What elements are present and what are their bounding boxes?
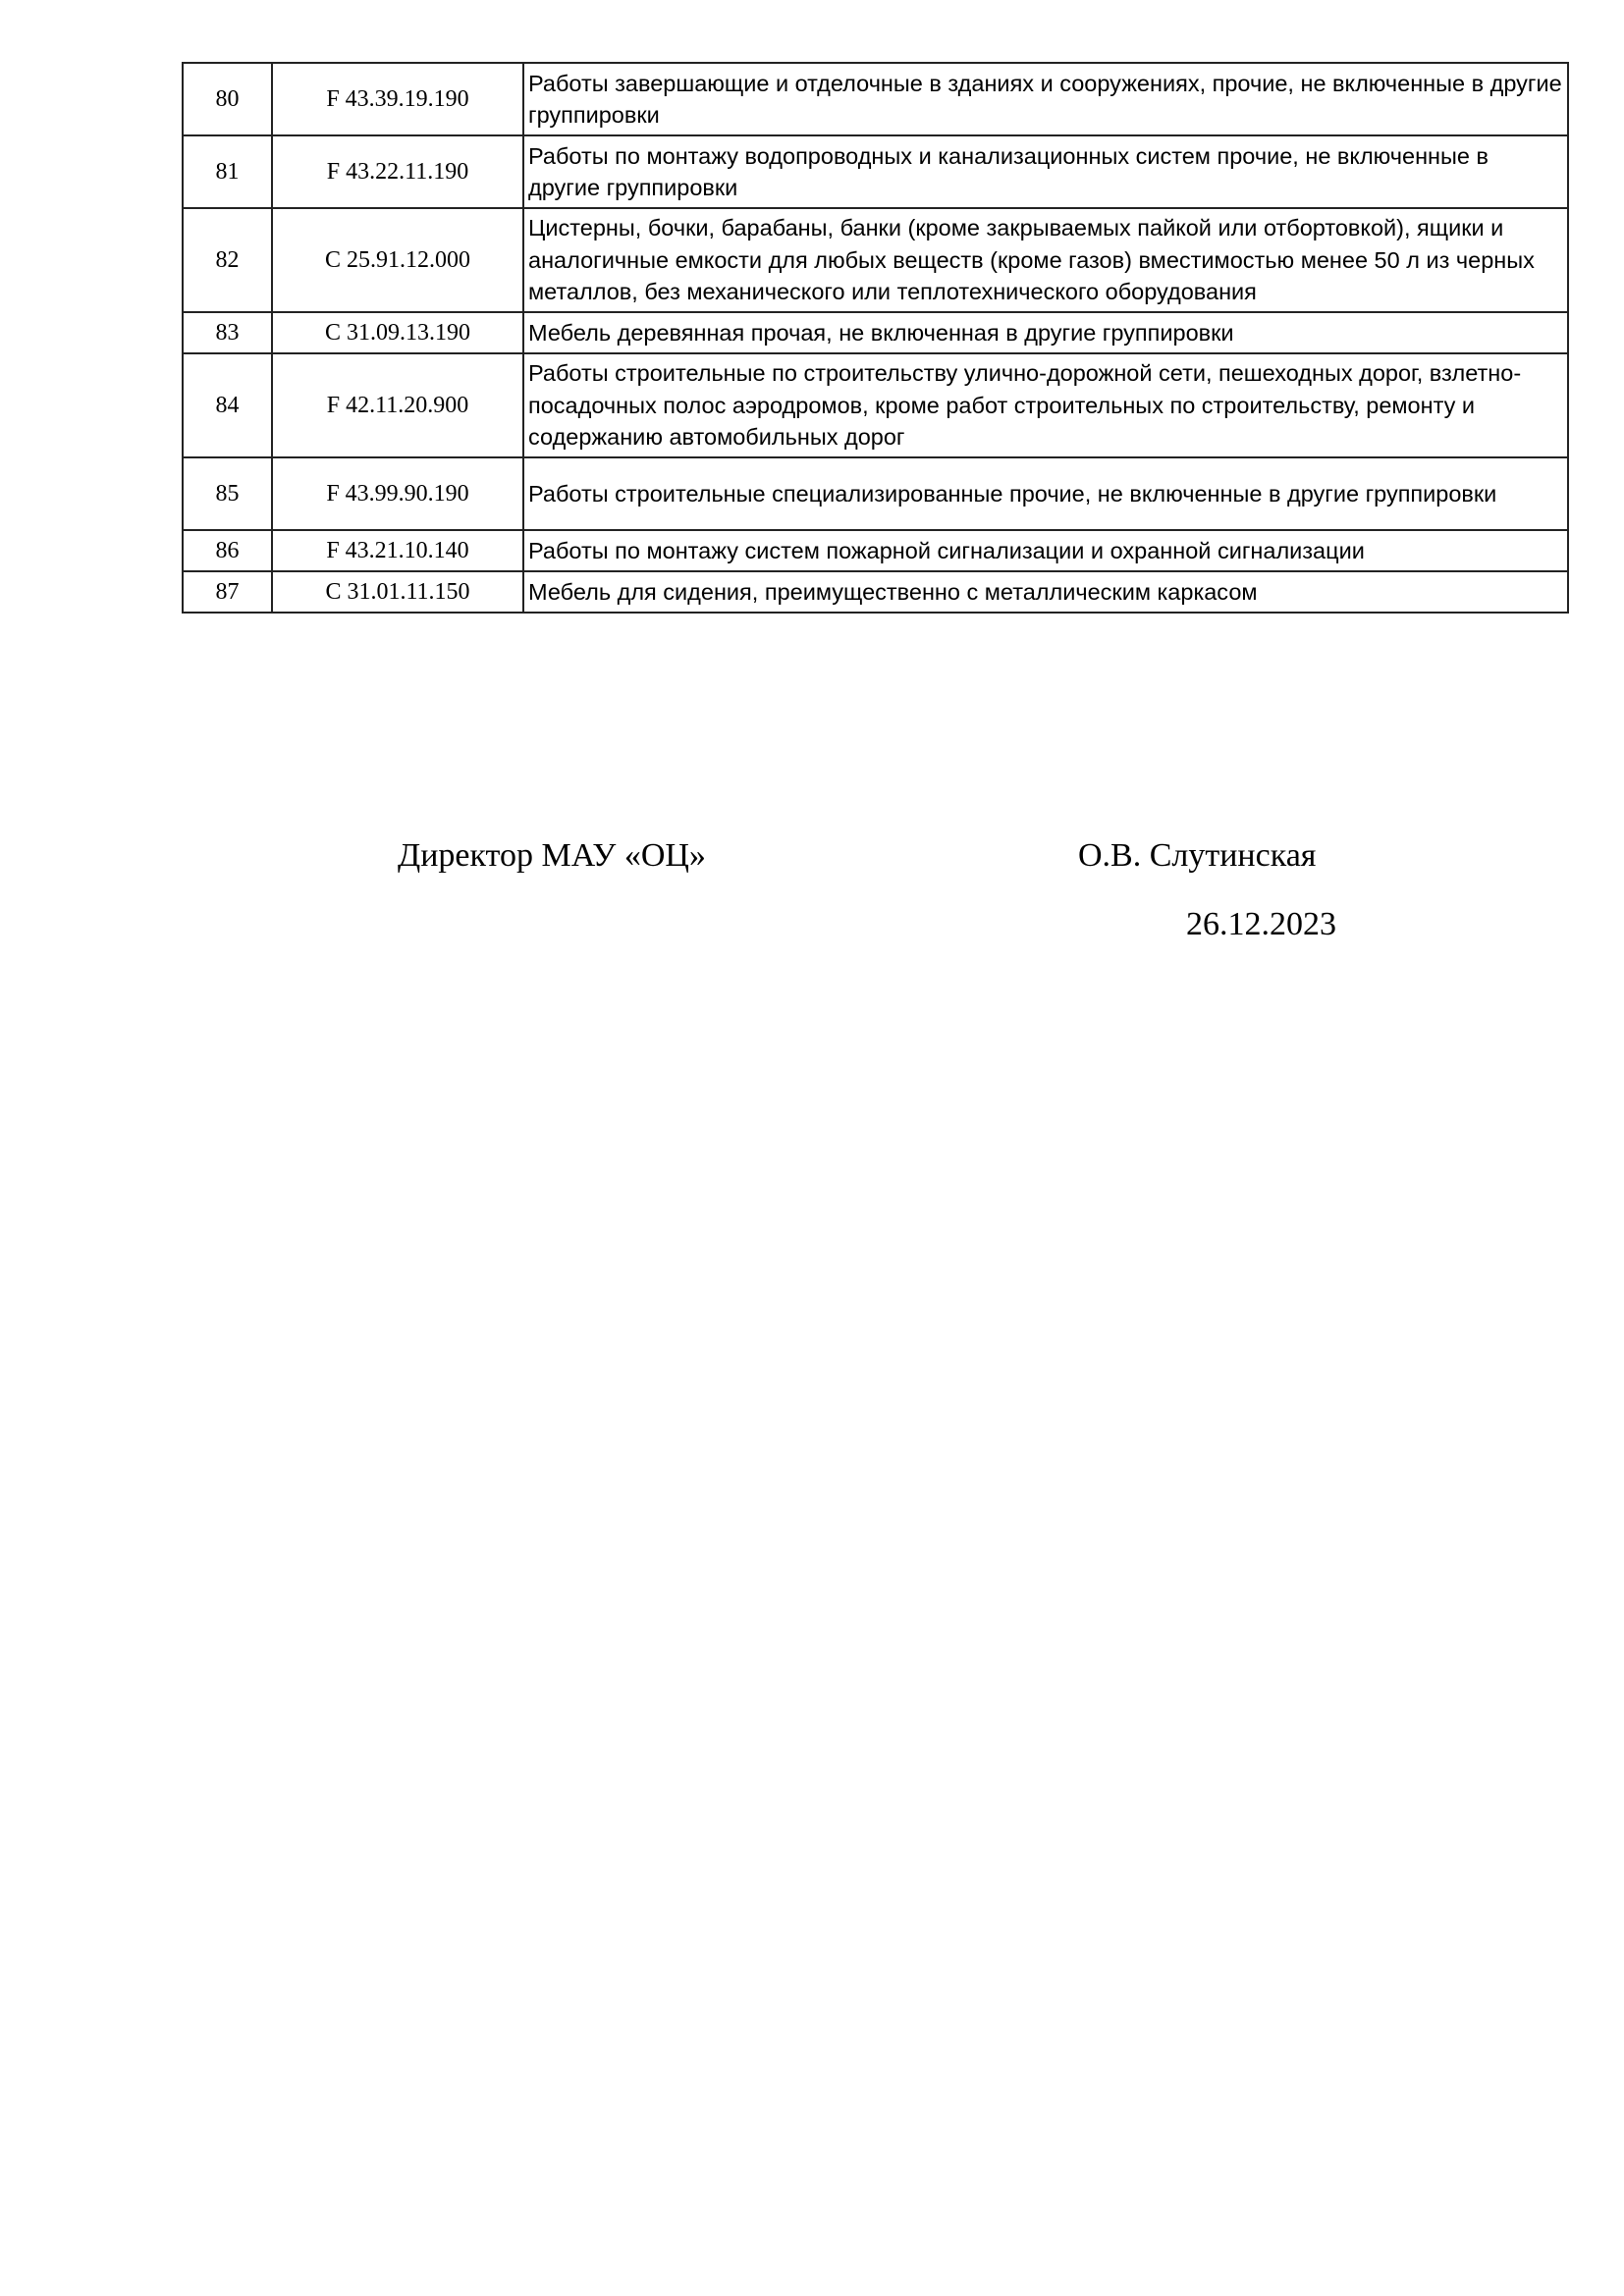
row-description: Мебель для сидения, преимущественно с металлическим каркасом <box>523 571 1568 613</box>
row-description: Работы завершающие и отделочные в зданиях и сооружениях, прочие, не включенные в другие группировки <box>523 63 1568 135</box>
table-row <box>183 63 1568 135</box>
row-description: Цистерны, бочки, барабаны, банки (кроме закрываемых пайкой или отбортовкой), ящики и аналогичные емкости для любых веществ (кроме газов) вместимостью менее 50 л из черных металлов, без механического или теплотехнического оборудования <box>523 208 1568 312</box>
row-description: Работы строительные специализированные прочие, не включенные в другие группировки <box>523 457 1568 530</box>
table-row <box>183 135 1568 208</box>
table-row <box>183 571 1568 613</box>
row-number: 83 <box>183 312 272 353</box>
row-code: F 43.21.10.140 <box>272 530 523 571</box>
row-number: 87 <box>183 571 272 613</box>
table-row <box>183 530 1568 571</box>
row-code: F 43.39.19.190 <box>272 63 523 135</box>
table-row <box>183 208 1568 312</box>
signatory-title: Директор МАУ «ОЦ» <box>398 837 706 874</box>
codes-table <box>182 62 1569 614</box>
row-code: C 25.91.12.000 <box>272 208 523 312</box>
row-code: C 31.01.11.150 <box>272 571 523 613</box>
row-code: C 31.09.13.190 <box>272 312 523 353</box>
row-number: 85 <box>183 457 272 530</box>
row-number: 82 <box>183 208 272 312</box>
row-description: Мебель деревянная прочая, не включенная в другие группировки <box>523 312 1568 353</box>
row-number: 80 <box>183 63 272 135</box>
row-description: Работы по монтажу систем пожарной сигнализации и охранной сигнализации <box>523 530 1568 571</box>
table-row <box>183 312 1568 353</box>
row-number: 81 <box>183 135 272 208</box>
table-row <box>183 457 1568 530</box>
signatory-name: О.В. Слутинская <box>1078 837 1317 874</box>
row-number: 84 <box>183 353 272 457</box>
row-code: F 43.99.90.190 <box>272 457 523 530</box>
row-number: 86 <box>183 530 272 571</box>
row-description: Работы по монтажу водопроводных и канализационных систем прочие, не включенные в другие группировки <box>523 135 1568 208</box>
row-description: Работы строительные по строительству улично-дорожной сети, пешеходных дорог, взлетно-посадочных полос аэродромов, кроме работ строительных по строительству, ремонту и содержанию автомобильных дорог <box>523 353 1568 457</box>
signature-date: 26.12.2023 <box>1186 906 1336 942</box>
row-code: F 43.22.11.190 <box>272 135 523 208</box>
row-code: F 42.11.20.900 <box>272 353 523 457</box>
table-row <box>183 353 1568 457</box>
